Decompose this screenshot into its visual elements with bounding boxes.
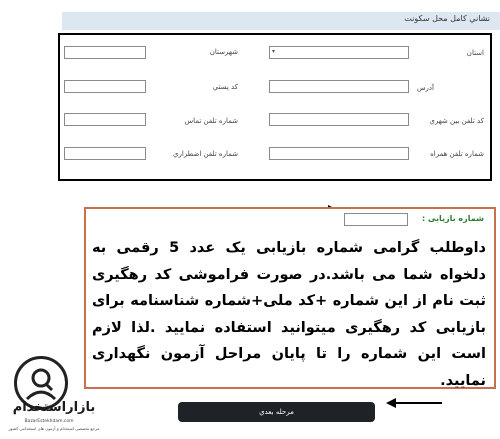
- contact-phone-label: شماره تلفن تماس: [184, 117, 238, 125]
- address-input[interactable]: [269, 80, 409, 93]
- tracking-notice: داوطلب گرامی شماره بازیابی یک عدد 5 رقمی به دلخواه شما می باشد.در صورت فراموشی کد رهگیری ثبت نام از این شماره +کد ملی+شماره شناسنامه برای بازیابی کد رهگیری میتوانید استفاده نمایید .لذا لازم است این شماره را تا پایان مراحل آزمون نگهداری نمایید.: [92, 240, 486, 389]
- city-label: شهرستان: [209, 48, 238, 56]
- address-label: آدرس: [417, 84, 434, 92]
- page-title: نشاني كامل محل سكونت: [404, 14, 490, 23]
- landline-label: كد تلفن بين شهري: [429, 117, 484, 125]
- chevron-down-icon: ▾: [272, 48, 276, 55]
- logo-title: بازاراستخدام: [12, 400, 96, 415]
- postal-code-input[interactable]: [64, 80, 146, 93]
- contact-phone-input[interactable]: [64, 113, 146, 126]
- logo-url: BazarEstekhdam.com: [24, 419, 74, 424]
- tracking-number-input[interactable]: [344, 213, 408, 226]
- mobile-input[interactable]: [269, 147, 409, 160]
- emergency-phone-label: شماره تلفن اضطراري: [173, 150, 238, 158]
- tracking-number-label: شماره بازیابی :: [421, 214, 484, 223]
- landline-input[interactable]: [269, 113, 409, 126]
- address-form: [58, 33, 492, 181]
- next-step-button[interactable]: مرحله بعدي: [178, 402, 375, 422]
- logo-tagline: مرجع تخصصی استخدام و آزمون های استخدامی کشور: [8, 426, 100, 431]
- province-label: استان: [466, 49, 484, 57]
- emergency-phone-input[interactable]: [64, 147, 146, 160]
- mobile-label: شماره تلفن همراه: [430, 150, 484, 158]
- postal-code-label: كد پستي: [212, 83, 238, 91]
- city-input[interactable]: [64, 46, 146, 59]
- tracking-number-panel: [84, 207, 496, 389]
- province-select[interactable]: [269, 46, 409, 59]
